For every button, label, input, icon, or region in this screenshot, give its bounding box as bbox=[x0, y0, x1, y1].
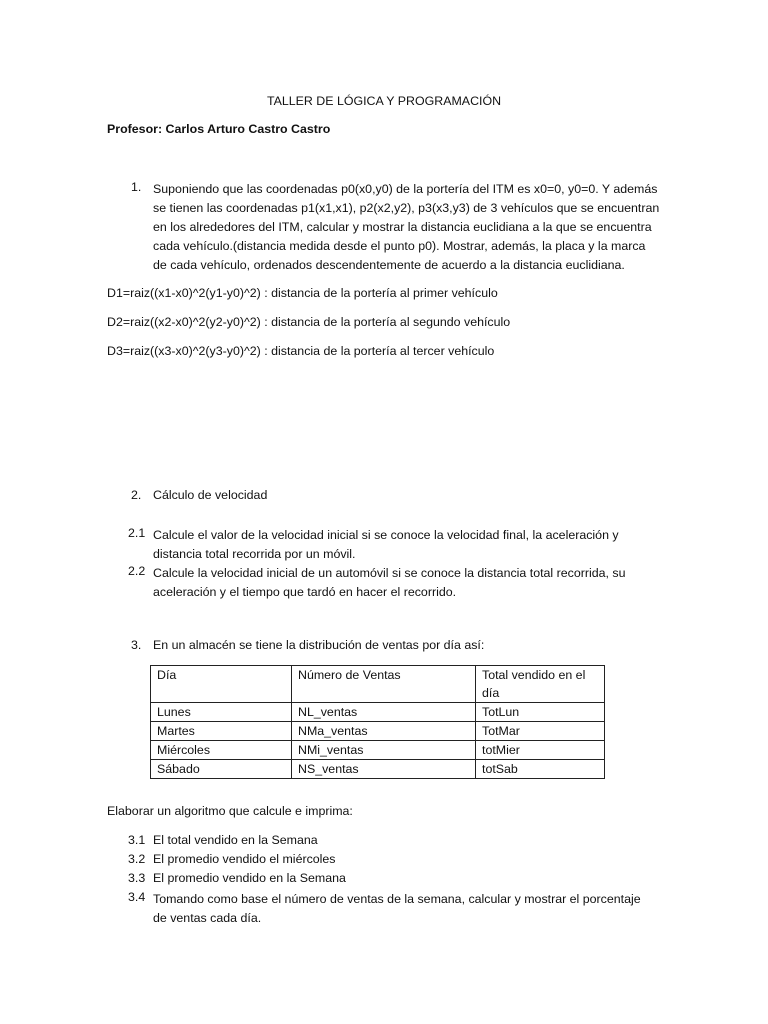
sub-3-2-text: El promedio vendido el miércoles bbox=[153, 852, 336, 866]
table-row bbox=[151, 703, 605, 722]
table-row bbox=[151, 741, 605, 760]
sub-2-1-number: 2.1 bbox=[128, 526, 146, 540]
table-cell: NS_ventas bbox=[292, 760, 476, 779]
algorithm-heading: Elaborar un algoritmo que calcule e imprima: bbox=[107, 804, 353, 818]
table-cell: NMi_ventas bbox=[292, 741, 476, 760]
sub-3-4-text bbox=[153, 890, 661, 928]
table-cell: totSab bbox=[476, 760, 605, 779]
table-cell: TotLun bbox=[476, 703, 605, 722]
item-2-heading: Cálculo de velocidad bbox=[153, 488, 268, 502]
table-cell: totMier bbox=[476, 741, 605, 760]
table-cell: TotMar bbox=[476, 722, 605, 741]
sub-line: de ventas cada día. bbox=[153, 911, 262, 925]
table-header-cell: Total vendido en el día bbox=[476, 666, 605, 703]
item-2-number: 2. bbox=[131, 488, 142, 502]
sub-3-1-number: 3.1 bbox=[128, 833, 146, 847]
sub-3-3-text: El promedio vendido en la Semana bbox=[153, 871, 346, 885]
sub-2-2-text bbox=[153, 564, 661, 602]
item-1-number: 1. bbox=[131, 180, 142, 194]
table-cell: NMa_ventas bbox=[292, 722, 476, 741]
item-1-line: se tienen las coordenadas p1(x1,x1), p2(x2,y2), p3(x3,y3) de 3 vehículos que se encuentran bbox=[153, 201, 660, 215]
sub-3-4-number: 3.4 bbox=[128, 890, 146, 904]
item-3-text: En un almacén se tiene la distribución de ventas por día así: bbox=[153, 638, 485, 652]
table-row bbox=[151, 760, 605, 779]
table-header-cell: Número de Ventas bbox=[292, 666, 476, 703]
formula-d2: D2=raiz((x2-x0)^2(y2-y0)^2) : distancia de la portería al segundo vehículo bbox=[107, 315, 511, 329]
sub-3-1-text: El total vendido en la Semana bbox=[153, 833, 318, 847]
sub-2-2-number: 2.2 bbox=[128, 564, 146, 578]
item-1-line: de cada vehículo, ordenados descendentemente de acuerdo a la distancia euclidiana. bbox=[153, 258, 625, 272]
formula-d1: D1=raiz((x1-x0)^2(y1-y0)^2) : distancia de la portería al primer vehículo bbox=[107, 286, 498, 300]
sub-line: Calcule el valor de la velocidad inicial si se conoce la velocidad final, la aceleración y bbox=[153, 528, 619, 542]
sub-line: distancia total recorrida por un móvil. bbox=[153, 547, 356, 561]
table-cell: Miércoles bbox=[151, 741, 292, 760]
item-1-text bbox=[153, 180, 661, 199]
table-cell: Martes bbox=[151, 722, 292, 741]
document-title: TALLER DE LÓGICA Y PROGRAMACIÓN bbox=[266, 94, 502, 108]
item-1-line: cada vehículo.(distancia medida desde el punto p0). Mostrar, además, la placa y la marca bbox=[153, 239, 646, 253]
formula-d3: D3=raiz((x3-x0)^2(y3-y0)^2) : distancia de la portería al tercer vehículo bbox=[107, 344, 495, 358]
sub-line: aceleración y el tiempo que tardó en hacer el recorrido. bbox=[153, 585, 457, 599]
table-cell: NL_ventas bbox=[292, 703, 476, 722]
sub-line: Tomando como base el número de ventas de la semana, calcular y mostrar el porcentaje bbox=[153, 892, 641, 906]
item-1-line: Suponiendo que las coordenadas p0(x0,y0) de la portería del ITM es x0=0, y0=0. Y además bbox=[153, 182, 658, 196]
professor-line: Profesor: Carlos Arturo Castro Castro bbox=[107, 122, 331, 136]
item-1-line: en los alrededores del ITM, calcular y mostrar la distancia euclidiana a la que se encuentra bbox=[153, 220, 652, 234]
sales-table bbox=[150, 665, 605, 779]
table-header-row bbox=[151, 666, 605, 703]
item-1-continuation bbox=[153, 199, 661, 275]
table-cell: Sábado bbox=[151, 760, 292, 779]
sub-line: Calcule la velocidad inicial de un automóvil si se conoce la distancia total recorrida, su bbox=[153, 566, 626, 580]
table-header-cell: Día bbox=[151, 666, 292, 703]
item-3-number: 3. bbox=[131, 638, 142, 652]
table-row bbox=[151, 722, 605, 741]
sub-3-3-number: 3.3 bbox=[128, 871, 146, 885]
sub-3-2-number: 3.2 bbox=[128, 852, 146, 866]
sub-2-1-text bbox=[153, 526, 661, 564]
table-cell: Lunes bbox=[151, 703, 292, 722]
